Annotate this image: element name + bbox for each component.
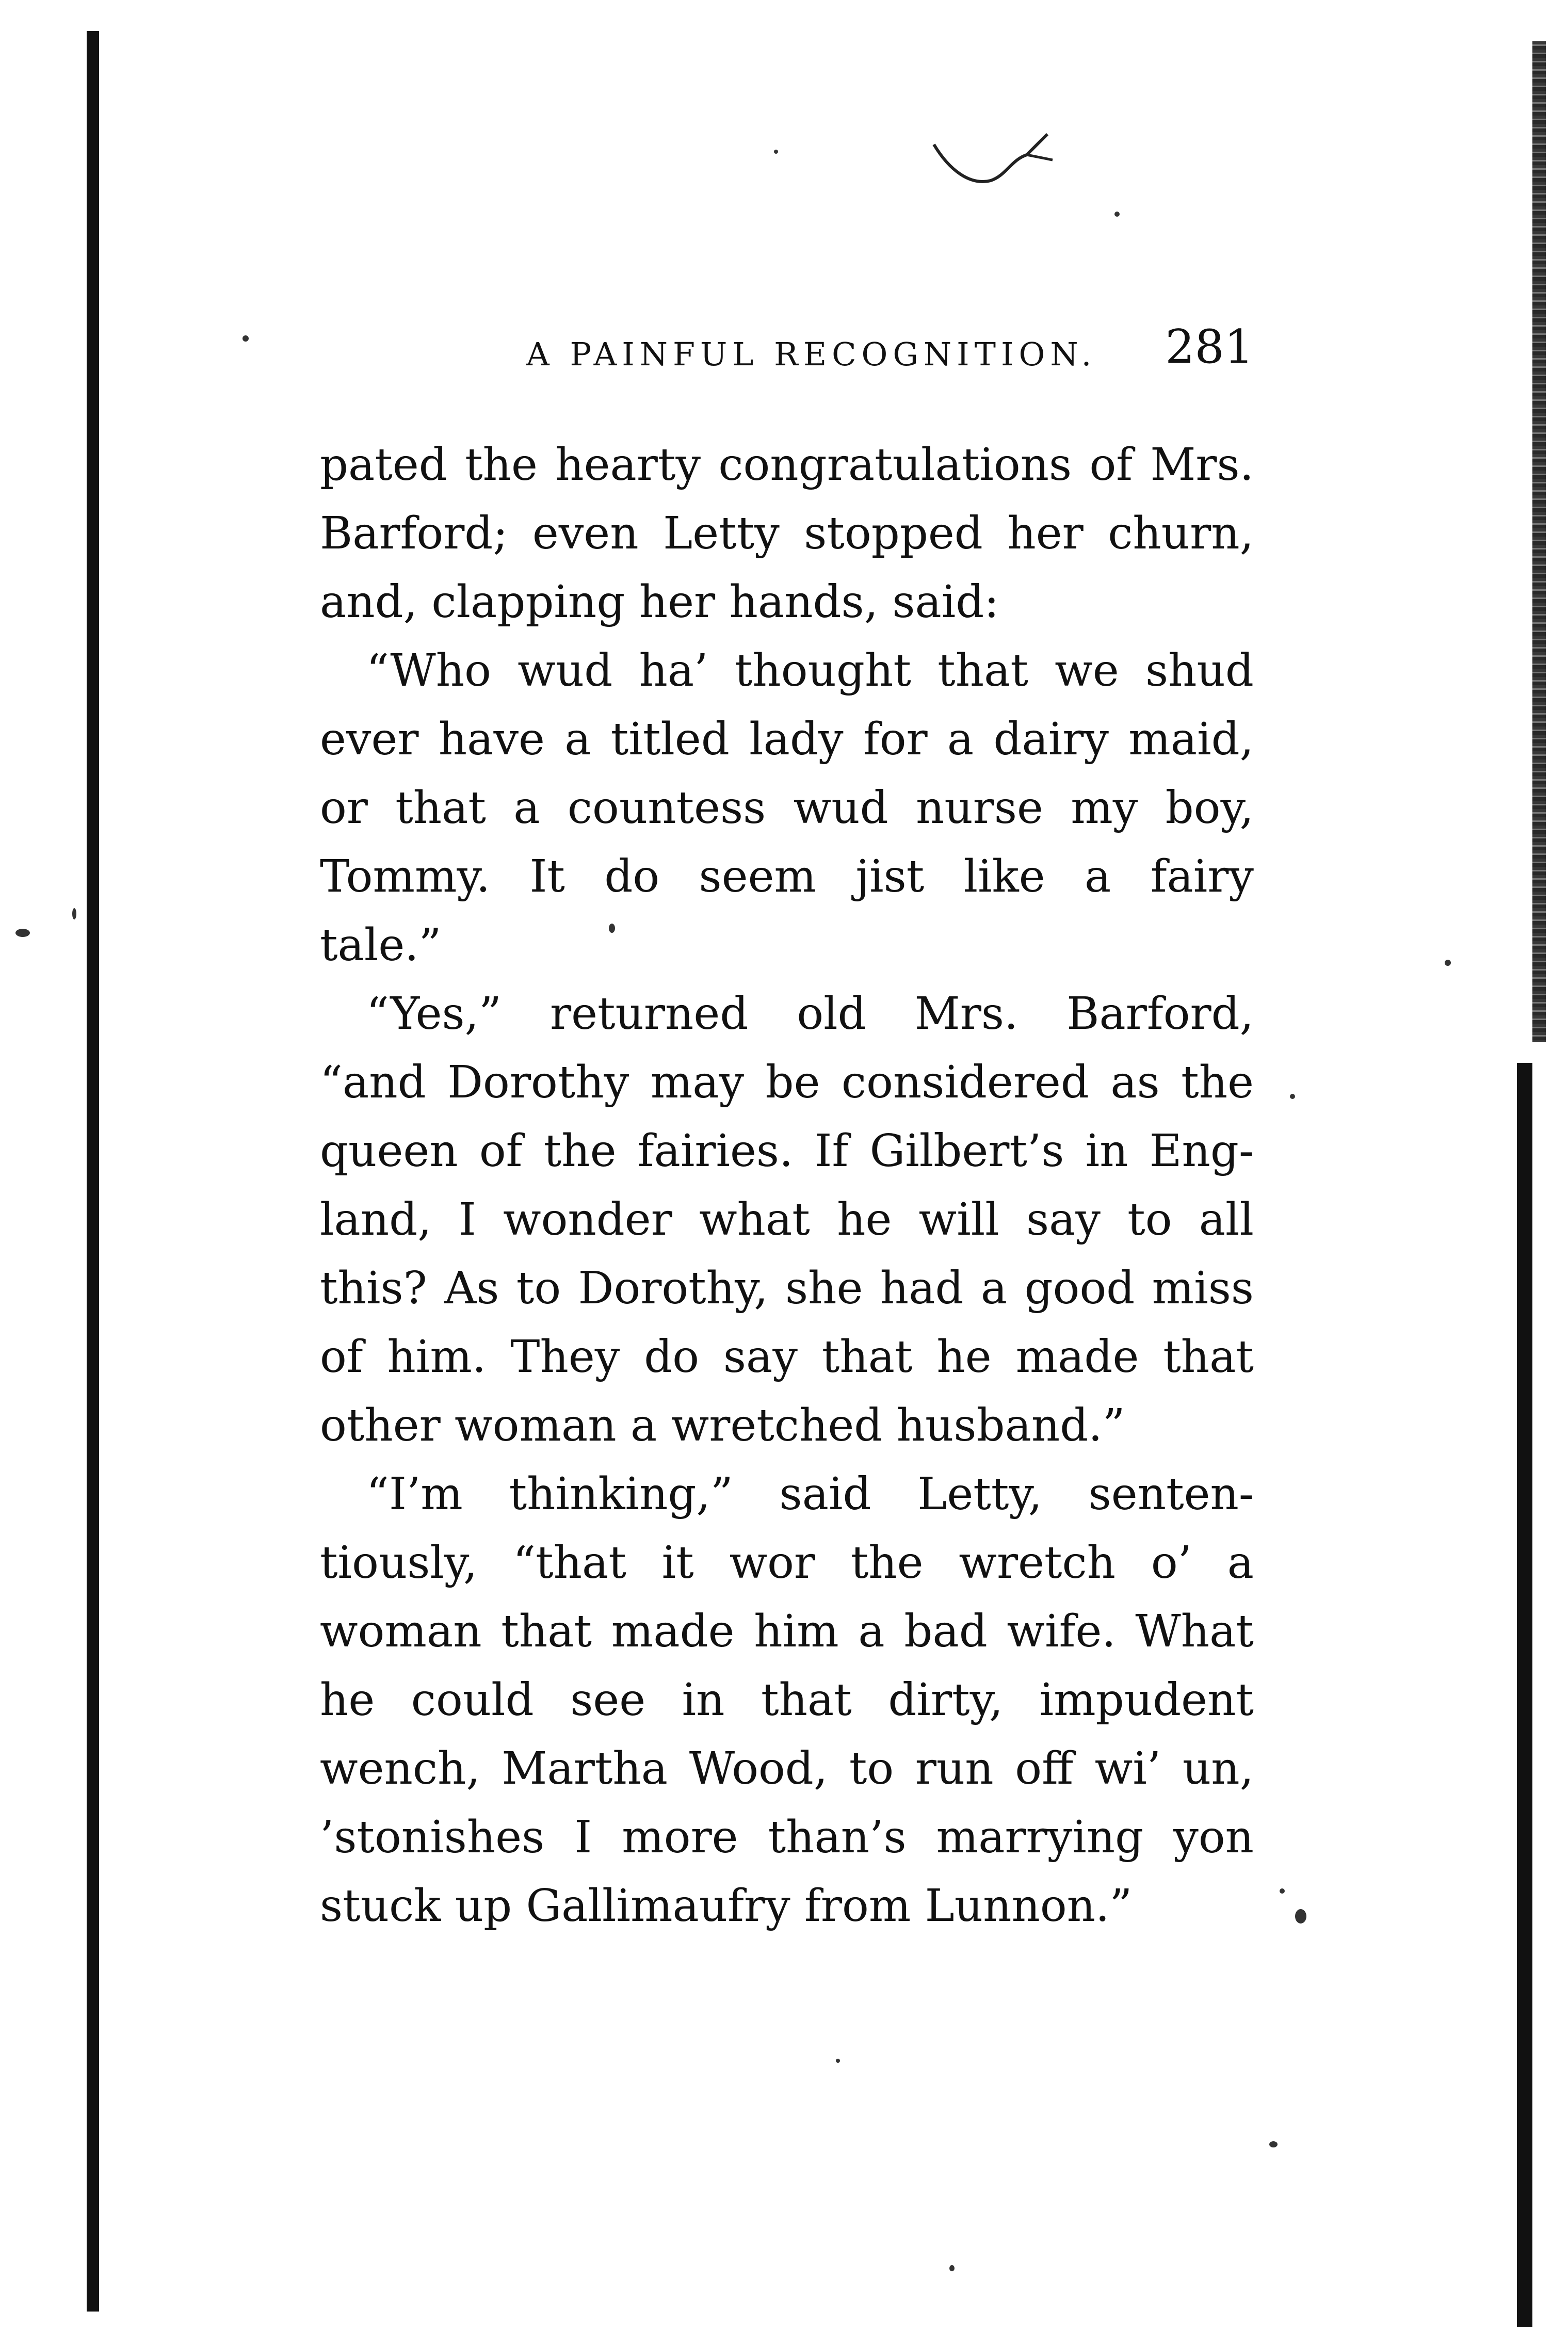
text-line: pated the hearty congratulations of Mrs. [320,439,1254,491]
right-page-edge-bottom [1517,1063,1532,2327]
text-line: he could see in that dirty, impudent [320,1674,1254,1726]
right-page-edge-top [1532,41,1546,1042]
running-head [320,320,1254,377]
text-line: tale.” [320,919,442,971]
ink-mark-icon [929,124,1063,206]
text-line: woman that made him a bad wife. What [320,1606,1254,1657]
text-line: Barford; even Letty stopped her churn, [320,508,1254,559]
text-line: wench, Martha Wood, to run off wi’ un, [320,1743,1254,1795]
text-line: of him. They do say that he made that [320,1331,1254,1383]
running-title: A PAINFUL RECOGNITION. [526,335,1097,373]
text-line: ever have a titled lady for a dairy maid, [320,714,1254,765]
text-line: “I’m thinking,” said Letty, senten- [366,1468,1254,1520]
text-line: Tommy. It do seem jist like a fairy [320,851,1254,902]
text-line: other woman a wretched husband.” [320,1400,1125,1451]
text-line: and, clapping her hands, said: [320,576,999,628]
left-page-edge [87,31,99,2312]
text-line: ’stonishes I more than’s marrying yon [320,1812,1254,1863]
text-line: “and Dorothy may be considered as the [320,1057,1254,1108]
page-number: 281 [1165,320,1254,374]
text-line: tiously, “that it wor the wretch o’ a [320,1537,1254,1589]
text-line: stuck up Gallimaufry from Lunnon.” [320,1880,1133,1932]
body-text [320,431,1254,1941]
text-line: or that a countess wud nurse my boy, [320,782,1254,834]
text-line: queen of the fairies. If Gilbert’s in Eng- [320,1125,1254,1177]
text-line: this? As to Dorothy, she had a good miss [320,1263,1254,1314]
text-line: “Yes,” returned old Mrs. Barford, [366,988,1254,1040]
text-line: “Who wud ha’ thought that we shud [366,645,1254,697]
text-line: land, I wonder what he will say to all [320,1194,1254,1246]
